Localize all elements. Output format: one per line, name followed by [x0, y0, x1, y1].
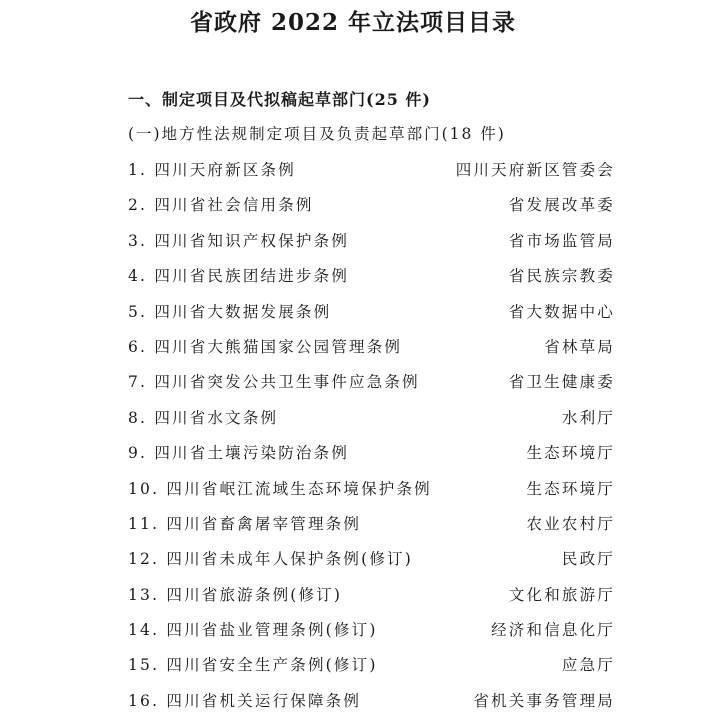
list-item — [128, 439, 615, 474]
item-department: 农业农村厅 — [526, 514, 615, 533]
section-heading: 一、制定项目及代拟稿起草部门(25 件) — [128, 90, 431, 109]
list-item — [128, 616, 615, 651]
item-department: 生态环境厅 — [526, 444, 615, 463]
item-name: 13. 四川省旅游条例(修订) — [128, 585, 343, 604]
item-department: 应急厅 — [561, 656, 615, 675]
list-item — [128, 510, 615, 545]
list-item — [128, 298, 615, 333]
item-department: 四川天府新区管委会 — [455, 161, 615, 179]
item-name: 16. 四川省机关运行保障条例 — [128, 691, 362, 710]
list-item — [128, 333, 615, 368]
list-item — [128, 404, 615, 439]
item-department: 省林草局 — [544, 337, 615, 356]
item-name: 10. 四川省岷江流域生态环境保护条例 — [128, 479, 432, 498]
list-item — [128, 368, 615, 403]
item-name: 12. 四川省未成年人保护条例(修订) — [128, 550, 413, 569]
item-department: 省卫生健康委 — [508, 373, 615, 392]
item-name: 3. 四川省知识产权保护条例 — [128, 231, 350, 250]
item-department: 水利厅 — [561, 408, 615, 427]
list-item — [128, 687, 615, 722]
list-item — [128, 262, 615, 297]
item-name: 7. 四川省突发公共卫生事件应急条例 — [128, 373, 420, 392]
item-name: 15. 四川省安全生产条例(修订) — [128, 656, 378, 675]
item-department: 省发展改革委 — [508, 196, 615, 215]
item-department: 省机关事务管理局 — [473, 691, 615, 710]
item-department: 生态环境厅 — [526, 479, 615, 498]
item-department: 省大数据中心 — [508, 302, 615, 321]
item-department: 省市场监管局 — [508, 231, 615, 250]
list-item — [128, 156, 615, 191]
subsection-heading: (一)地方性法规制定项目及负责起草部门(18 件) — [128, 125, 506, 143]
item-department: 省民族宗教委 — [508, 267, 615, 286]
legislation-item-list — [128, 156, 615, 722]
item-name: 5. 四川省大数据发展条例 — [128, 302, 332, 321]
list-item — [128, 581, 615, 616]
page-title: 省政府 2022 年立法项目目录 — [189, 9, 517, 36]
item-name: 9. 四川省土壤污染防治条例 — [128, 444, 350, 463]
item-name: 6. 四川省大熊猫国家公园管理条例 — [128, 337, 403, 356]
list-item — [128, 227, 615, 262]
item-department: 经济和信息化厅 — [491, 621, 615, 640]
item-name: 8. 四川省水文条例 — [128, 408, 279, 427]
item-name: 14. 四川省盐业管理条例(修订) — [128, 621, 378, 640]
item-name: 4. 四川省民族团结进步条例 — [128, 267, 350, 286]
list-item — [128, 475, 615, 510]
list-item — [128, 545, 615, 580]
item-name: 2. 四川省社会信用条例 — [128, 196, 314, 215]
item-department: 民政厅 — [561, 550, 615, 569]
list-item — [128, 651, 615, 686]
item-name: 11. 四川省畜禽屠宰管理条例 — [128, 514, 362, 533]
item-name: 1. 四川天府新区条例 — [128, 161, 296, 179]
item-department: 文化和旅游厅 — [508, 585, 615, 604]
list-item — [128, 191, 615, 226]
